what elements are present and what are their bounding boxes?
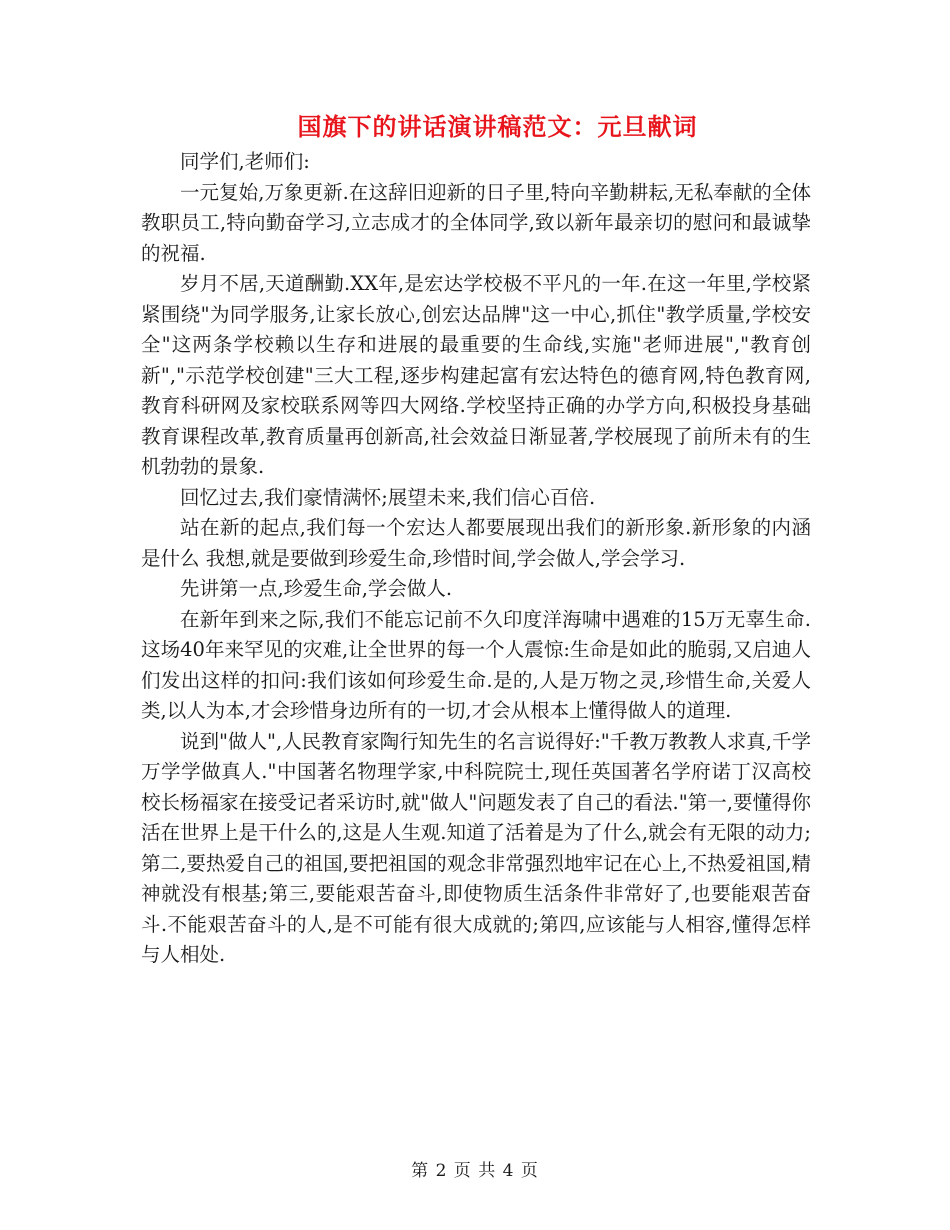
page-number-footer: 第 2 页 共 4 页 [411,1161,539,1181]
paragraph-look-ahead: 回忆过去,我们豪情满怀;展望未来,我们信心百倍. [180,485,596,509]
document-body [141,147,811,971]
paragraph-greeting: 同学们,老师们: [180,150,310,173]
paragraph-new-year-wishes: 一元复始,万象更新.在这辞旧迎新的日子里,特向辛勤耕耘,无私奉献的全体教职员工,特向勤奋学习,立志成才的全体同学,致以新年最亲切的慰问和最诚挚的祝福. [141,180,811,265]
paragraph-new-image: 站在新的起点,我们每一个宏达人都要展现出我们的新形象.新形象的内涵是什么 我想,就是要做到珍爱生命,珍惜时间,学会做人,学会学习. [141,516,811,570]
paragraph-being-human: 说到"做人",人民教育家陶行知先生的名言说得好:"千教万教教人求真,千学万学学做真人."中国著名物理学家,中科院院士,现任英国著名学府诺丁汉高校校长杨福家在接受记者采访时,就"做人"问题发表了自己的看法."第一,要懂得你活在世界上是干什么的,这是人生观.知道了活着是为了什么,就会有无限的动力;第二,要热爱自己的祖国,要把祖国的观念非常强烈地牢记在心上,不热爱祖国,精神就没有根基;第三,要能艰苦奋斗,即使物质生活条件非常好了,也要能艰苦奋斗.不能艰苦奋斗的人,是不可能有很大成就的;第四,应该能与人相容,懂得怎样与人相处. [141,729,811,966]
paragraph-year-review: 岁月不居,天道酬勤.XX年,是宏达学校极不平凡的一年.在这一年里,学校紧紧围绕"为同学服务,让家长放心,创宏达品牌"这一中心,抓住"教学质量,学校安全"这两条学校赖以生存和进展的最重要的生命线,实施"老师进展","教育创新","示范学校创建"三大工程,逐步构建起富有宏达特色的德育网,特色教育网,教育科研网及家校联系网等四大网络.学校坚持正确的办学方向,积极投身基础教育课程改革,教育质量再创新高,社会效益日渐显著,学校展现了前所未有的生机勃勃的景象. [141,272,811,478]
paragraph-cherish-life: 在新年到来之际,我们不能忘记前不久印度洋海啸中遇难的15万无辜生命.这场40年来罕见的灾难,让全世界的每一个人震惊:生命是如此的脆弱,又启迪人们发出这样的扣问:我们该如何珍爱生命.是的,人是万物之灵,珍惜生命,关爱人类,以人为本,才会珍惜身边所有的一切,才会从根本上懂得做人的道理. [141,607,811,722]
paragraph-first-point: 先讲第一点,珍爱生命,学会做人. [180,577,453,600]
document-title: 国旗下的讲话演讲稿范文：元旦献词 [297,112,698,141]
